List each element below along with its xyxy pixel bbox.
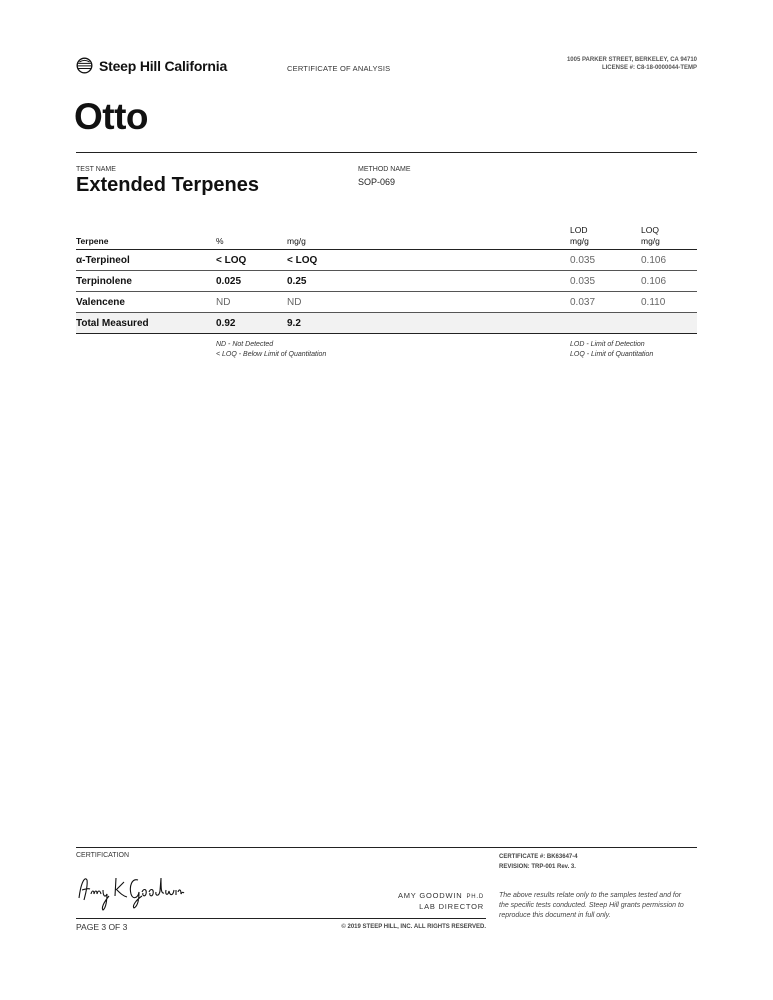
note-loq: LOQ - Limit of Quantitation (570, 351, 654, 358)
terpene-name: α-Terpineol (76, 255, 130, 266)
certificate-number: CERTIFICATE #: BK63647-4 (499, 854, 578, 860)
terpene-loq: 0.106 (641, 255, 667, 266)
license-line: LICENSE #: C8-18-0000044-TEMP (601, 65, 697, 71)
total-mgg: 9.2 (287, 318, 301, 329)
terpene-percent: 0.025 (216, 276, 242, 287)
document-type: CERTIFICATE OF ANALYSIS (287, 64, 391, 73)
certificate-info (499, 852, 578, 872)
header-terpene: Terpene (76, 236, 109, 246)
signer-degree: PH.D (466, 894, 484, 900)
terpene-mgg: 0.25 (287, 276, 307, 287)
terpene-lod: 0.035 (570, 255, 596, 266)
test-name-label: TEST NAME (76, 166, 116, 173)
terpene-mgg: ND (287, 297, 302, 308)
note-below-loq: < LOQ - Below Limit of Quantitation (216, 351, 327, 358)
terpene-loq: 0.106 (641, 276, 667, 287)
table-header (76, 222, 697, 250)
method-name: SOP-069 (358, 177, 396, 187)
header-lod-unit: mg/g (570, 236, 589, 246)
address-line: 1005 PARKER STREET, BERKELEY, CA 94710 (566, 57, 697, 63)
table-row (76, 250, 697, 271)
signer-block (340, 891, 484, 912)
method-name-label: METHOD NAME (358, 166, 411, 173)
terpene-percent: ND (216, 297, 231, 308)
header-percent: % (216, 236, 224, 246)
total-row (76, 313, 697, 334)
signature-divider (76, 918, 486, 919)
header-lod: LOD (570, 225, 588, 235)
divider (76, 152, 697, 153)
table-row (76, 292, 697, 313)
table-row (76, 271, 697, 292)
sample-name: Otto (74, 96, 149, 137)
lab-address (567, 56, 697, 72)
page-number: PAGE 3 OF 3 (76, 922, 128, 932)
terpene-mgg: < LOQ (287, 255, 318, 266)
terpene-percent: < LOQ (216, 255, 247, 266)
terpene-results-table (76, 222, 697, 334)
legend-notes-right (570, 340, 653, 360)
signature-image (76, 866, 186, 912)
certification-label: CERTIFICATION (76, 852, 130, 859)
test-name: Extended Terpenes (76, 174, 260, 196)
terpene-name: Valencene (76, 297, 125, 308)
copyright: © 2019 STEEP HILL, INC. ALL RIGHTS RESERVED. (341, 924, 486, 930)
header-mgg: mg/g (287, 236, 306, 246)
header-loq: LOQ (641, 225, 659, 235)
brand-logo (76, 57, 227, 74)
signer-name: AMY GOODWIN (397, 891, 463, 900)
footer-divider (76, 847, 697, 848)
disclaimer: The above results relate only to the samples tested and for the specific tests conducted. Steep Hill grants permission to reproduce this document in full only. (499, 892, 684, 919)
brand-name: Steep Hill California (99, 57, 228, 74)
note-nd: ND - Not Detected (216, 341, 274, 348)
terpene-lod: 0.035 (570, 276, 596, 287)
header-loq-unit: mg/g (641, 236, 660, 246)
signer-title: LAB DIRECTOR (419, 902, 484, 911)
note-lod: LOD - Limit of Detection (570, 341, 645, 348)
terpene-lod: 0.037 (570, 297, 596, 308)
total-percent: 0.92 (216, 318, 236, 329)
terpene-name: Terpinolene (76, 276, 132, 287)
terpene-loq: 0.110 (641, 297, 666, 308)
total-label: Total Measured (76, 318, 149, 329)
legend-notes-left (216, 340, 326, 360)
steep-hill-globe-icon (76, 57, 93, 74)
revision: REVISION: TRP-001 Rev. 3. (499, 864, 576, 870)
